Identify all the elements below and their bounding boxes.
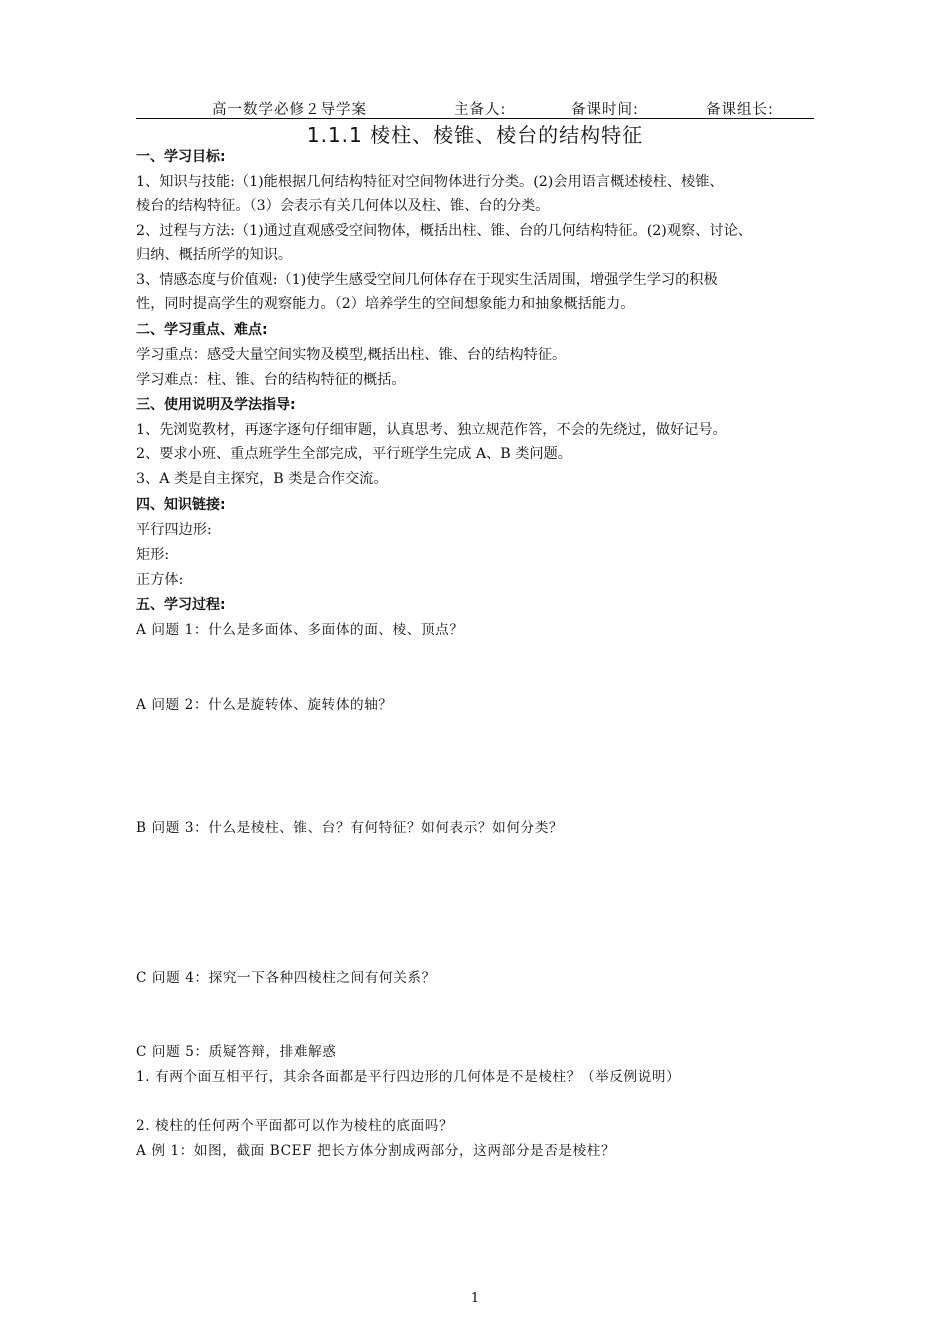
question-c5: C 问题 5：质疑答辩，排难解惑 bbox=[136, 1044, 337, 1060]
body-line: 2、过程与方法:（1)通过直观感受空间物体，概括出柱、锥、台的几何结构特征。(2)观察、讨论、 bbox=[136, 223, 752, 239]
question-a2: A 问题 2：什么是旋转体、旋转体的轴？ bbox=[136, 697, 393, 713]
body-line: 性，同时提高学生的观察能力。（2）培养学生的空间想象能力和抽象概括能力。 bbox=[136, 296, 635, 312]
body-line: 1、知识与技能:（1)能根据几何结构特征对空间物体进行分类。(2)会用语言概述棱柱、棱锥、 bbox=[136, 174, 724, 190]
body-line: 3、情感态度与价值观:（1)使学生感受空间几何体存在于现实生活周围，增强学生学习的积极 bbox=[136, 272, 718, 288]
header-preparer: 主备人: bbox=[454, 102, 507, 118]
section-heading-key-points: 二、学习重点、难点: bbox=[136, 322, 268, 338]
body-line: 2、要求小班、重点班学生全部完成，平行班学生完成 A、B 类问题。 bbox=[136, 446, 572, 462]
body-line: 正方体: bbox=[136, 572, 184, 588]
section-heading-instructions: 三、使用说明及学法指导: bbox=[136, 397, 296, 413]
body-line: 归纳、概括所学的知识。 bbox=[136, 247, 293, 263]
question-a1: A 问题 1：什么是多面体、多面体的面、棱、顶点？ bbox=[136, 622, 464, 638]
body-line: 学习难点：柱、锥、台的结构特征的概括。 bbox=[136, 372, 406, 388]
body-line: 1、先浏览教材，再逐字逐句仔细审题，认真思考、独立规范作答，不会的先绕过，做好记号。 bbox=[136, 422, 727, 438]
body-line: 矩形: bbox=[136, 547, 170, 563]
page-number: 1 bbox=[470, 1291, 480, 1306]
page-title: 1.1.1 棱柱、棱锥、棱台的结构特征 bbox=[306, 123, 644, 147]
body-line: 3、A 类是自主探究，B 类是合作交流。 bbox=[136, 471, 388, 487]
section-heading-process: 五、学习过程: bbox=[136, 597, 226, 613]
question-b3: B 问题 3：什么是棱柱、锥、台？有何特征？如何表示？如何分类？ bbox=[136, 820, 564, 836]
body-line: 平行四边形: bbox=[136, 522, 212, 538]
body-line: 棱台的结构特征。（3）会表示有关几何体以及柱、锥、台的分类。 bbox=[136, 198, 550, 214]
question-c4: C 问题 4：探究一下各种四棱柱之间有何关系？ bbox=[136, 970, 436, 986]
header-group-leader: 备课组长: bbox=[706, 102, 774, 118]
document-header bbox=[136, 98, 814, 118]
body-line: 学习重点：感受大量空间实物及模型,概括出柱、锥、台的结构特征。 bbox=[136, 347, 567, 363]
question-c5-item-2: 2. 棱柱的任何两个平面都可以作为棱柱的底面吗？ bbox=[136, 1118, 454, 1134]
header-prep-time: 备课时间: bbox=[571, 102, 639, 118]
question-c5-item-1: 1. 有两个面互相平行，其余各面都是平行四边形的几何体是不是棱柱？（举反例说明） bbox=[136, 1069, 681, 1085]
section-heading-knowledge-link: 四、知识链接: bbox=[136, 497, 226, 513]
example-a1: A 例 1：如图，截面 BCEF 把长方体分割成两部分，这两部分是否是棱柱？ bbox=[136, 1143, 616, 1159]
header-course: 高一数学必修２导学案 bbox=[212, 102, 367, 118]
section-heading-objectives: 一、学习目标: bbox=[136, 149, 226, 165]
